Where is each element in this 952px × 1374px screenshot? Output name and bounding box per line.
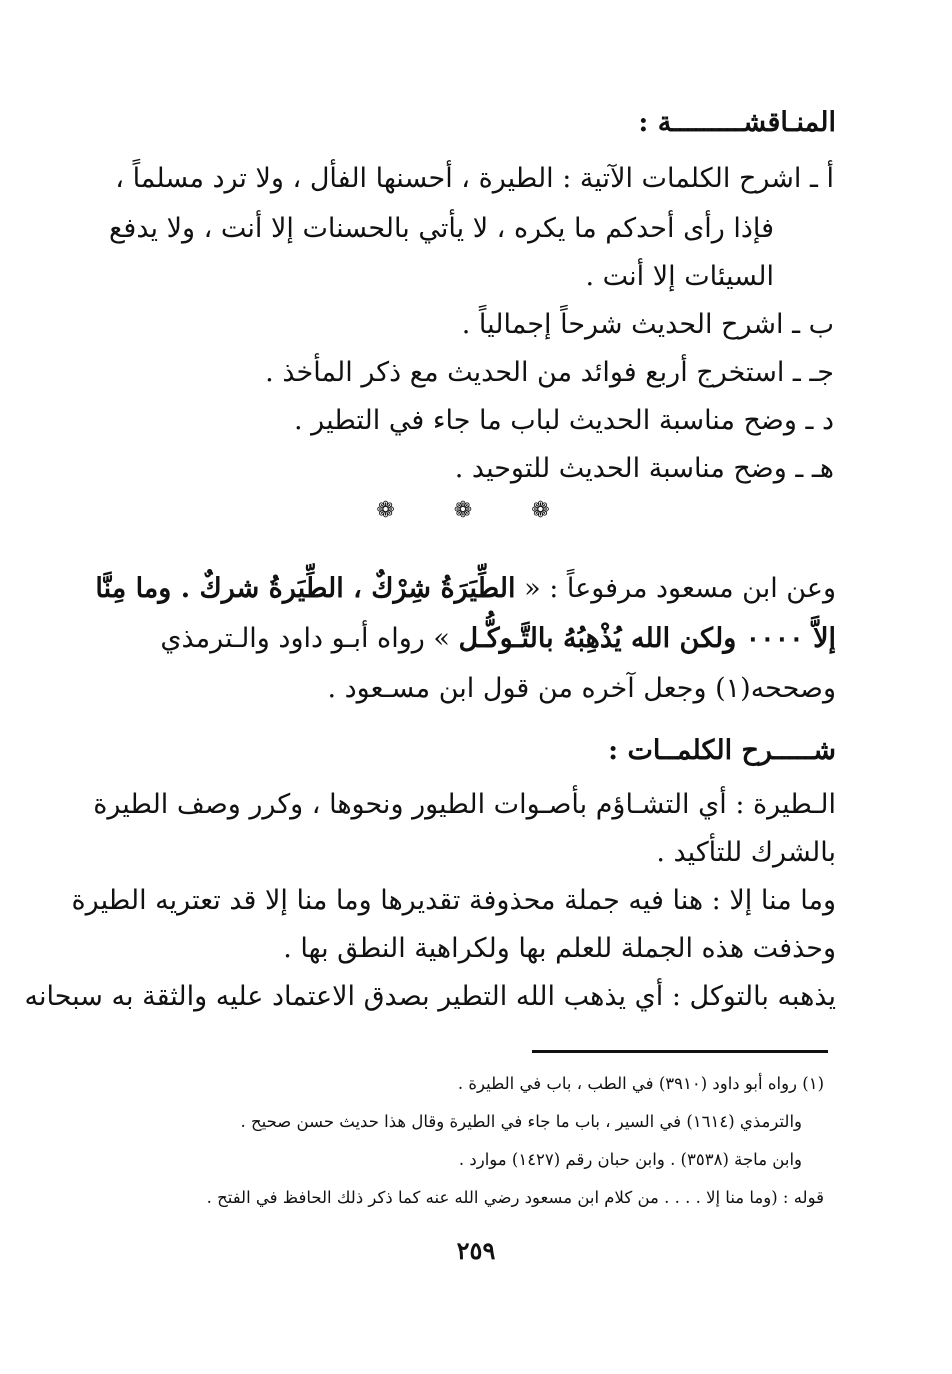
footnote-divider	[532, 1050, 828, 1053]
explanation-line-1: الـطيرة : أي التشـاؤم بأصـوات الطيور ونحوها ، وكرر وصف الطيرة	[93, 789, 836, 820]
hadith-text-bold-1: الطِّيَرَةُ شِرْكٌ ، الطِّيَرةُ شركٌ . وما مِنَّا	[95, 573, 516, 604]
question-d: د ـ وضح مناسبة الحديث لباب ما جاء في التطير .	[294, 405, 834, 436]
hadith-narration: » رواه أبـو داود والـترمذي	[160, 623, 459, 654]
question-a-line-1: أ ـ اشرح الكلمات الآتية : الطيرة ، أحسنها الفأل ، ولا ترد مسلماً ،	[115, 163, 834, 194]
discussion-heading: المنـاقشـــــــــة :	[638, 107, 836, 138]
explanation-line-5: يذهبه بالتوكل : أي يذهب الله التطير بصدق الاعتماد عليه والثقة به سبحانه	[24, 981, 836, 1012]
question-e: هـ ـ وضح مناسبة الحديث للتوحيد .	[454, 453, 834, 484]
hadith-line-1	[95, 572, 836, 606]
hadith-line-3: وصححه(١) وجعل آخره من قول ابن مسـعود .	[327, 673, 836, 704]
footnote-3: وابن ماجة (٣٥٣٨) . وابن حبان رقم (١٤٢٧) موارد .	[458, 1150, 802, 1169]
question-a-line-3: السيئات إلا أنت .	[585, 261, 774, 292]
footnote-2: والترمذي (١٦١٤) في السير ، باب ما جاء في الطيرة وقال هذا حديث حسن صحيح .	[240, 1112, 802, 1131]
explanation-heading: شـــــرح الكلمــات :	[608, 735, 836, 766]
question-c: جـ ـ استخرج أربع فوائد من الحديث مع ذكر المأخذ .	[265, 357, 834, 388]
footnote-4: قوله : (وما منا إلا . . . . من كلام ابن مسعود رضي الله عنه كما ذكر ذلك الحافظ في الفتح .	[206, 1188, 824, 1207]
explanation-line-2: بالشرك للتأكيد .	[656, 837, 836, 868]
question-b: ب ـ اشرح الحديث شرحاً إجمالياً .	[461, 309, 834, 340]
hadith-text-bold-2: إلاَّ ٠٠٠٠ ولكن الله يُذْهِبُهُ بالتَّـوكُّـل	[458, 623, 836, 654]
question-a-line-2: فإذا رأى أحدكم ما يكره ، لا يأتي بالحسنات إلا أنت ، ولا يدفع	[109, 213, 774, 244]
explanation-line-4: وحذفت هذه الجملة للعلم بها ولكراهية النطق بها .	[283, 933, 836, 964]
page-number: ٢٥٩	[456, 1236, 496, 1265]
hadith-line-2	[150, 622, 836, 656]
hadith-intro: وعن ابن مسعود مرفوعاً : «	[515, 573, 836, 604]
footnote-1: (١) رواه أبو داود (٣٩١٠) في الطب ، باب في الطيرة .	[457, 1074, 824, 1093]
section-separator: ❁ ❁ ❁	[376, 498, 576, 523]
explanation-line-3: وما منا إلا : هنا فيه جملة محذوفة تقديرها وما منا إلا قد تعتريه الطيرة	[71, 885, 836, 916]
